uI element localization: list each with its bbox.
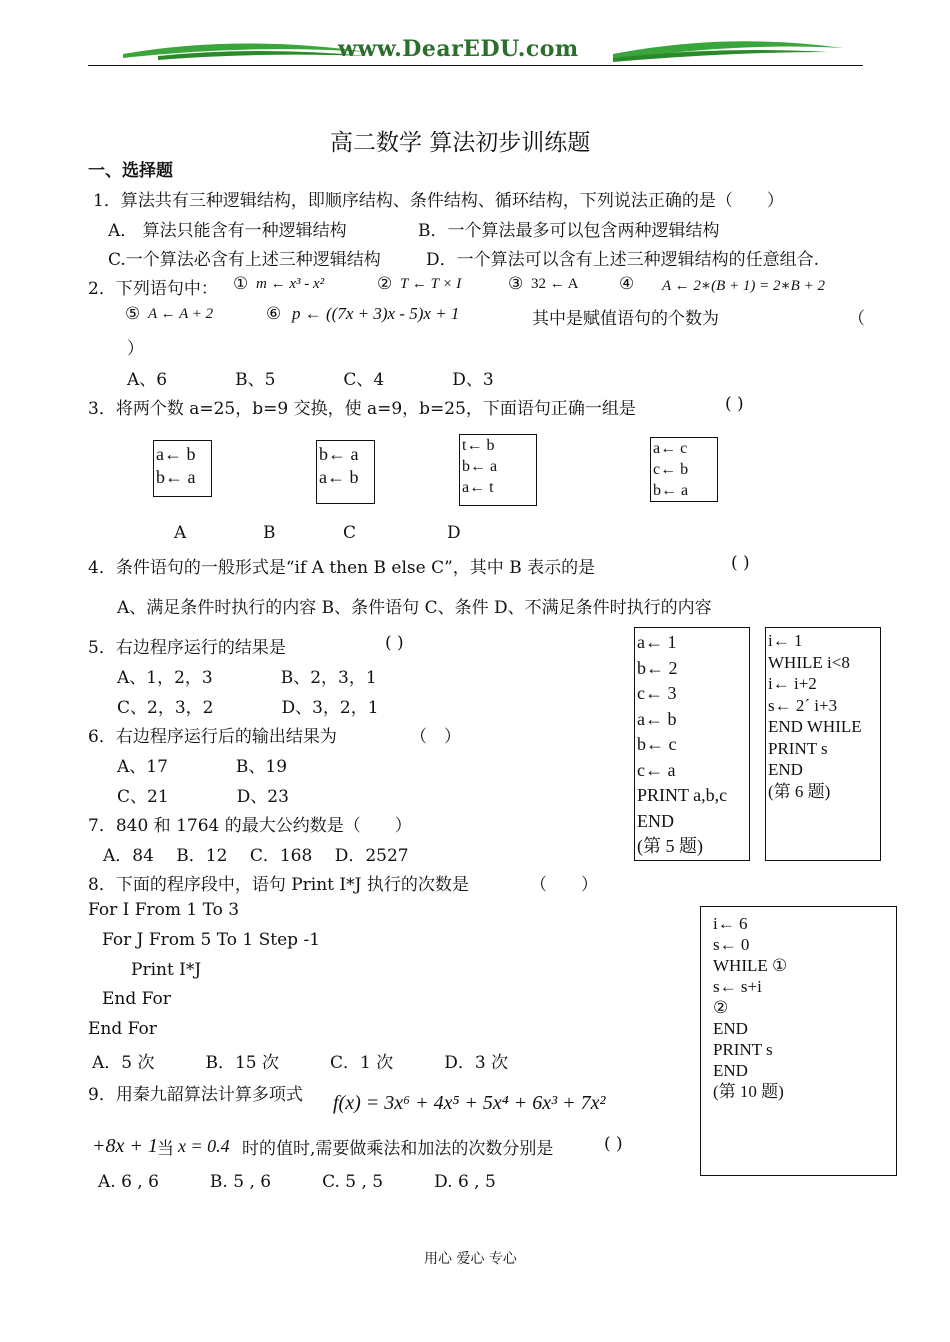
q6-options-ab: A、17 B、19 (117, 757, 288, 777)
q8-code-line: Print I*J (131, 960, 202, 980)
q3-label-b: B (263, 523, 276, 543)
code-line: s← 2´ i+3 (768, 695, 838, 715)
q2-stmt5-mark: ⑤ (125, 304, 141, 324)
q4-options: A、满足条件时执行的内容 B、条件语句 C、条件 D、不满足条件时执行的内容 (117, 598, 712, 618)
code-line: b← 2 (637, 657, 678, 678)
q3-label-c: C (343, 523, 357, 543)
code-line: PRINT a,b,c (637, 785, 728, 805)
q2-stmt4-mark: ④ (619, 274, 635, 294)
q2-stmt2-mark: ② (377, 274, 393, 294)
code-line: c← b (653, 460, 689, 478)
q9-x-value: x = 0.4 (178, 1136, 230, 1156)
code-line: c← 3 (637, 683, 677, 703)
code-line: END (637, 810, 674, 831)
q2-options: A、6 B、5 C、4 D、3 (127, 370, 494, 390)
q8-stem: 8．下面的程序段中，语句 Print I*J 执行的次数是 (88, 875, 469, 895)
q1-stem: 1．算法共有三种逻辑结构，即顺序结构、条件结构、循环结构，下列说法正确的是（ ） (93, 191, 784, 211)
q5-stem: 5．右边程序运行的结果是 (88, 638, 286, 658)
q8-code-line: End For (88, 1019, 157, 1039)
code-line: a← b (319, 467, 359, 488)
header-banner (88, 30, 863, 70)
code-line: a← c (653, 440, 688, 457)
q9-when: 当 (157, 1139, 174, 1159)
q2-tail: 其中是赋值语句的个数为 (532, 309, 719, 329)
code-line: c← a (637, 759, 676, 780)
q2-paren-close: ） (127, 339, 144, 359)
q3-label-d: D (447, 523, 461, 543)
q3-label-a: A (174, 523, 187, 543)
q2-stmt4: A ← 2∗(B + 1) = 2∗B + 2 (662, 278, 825, 294)
q9-tail: 时的值时,需要做乘法和加法的次数分别是 (242, 1139, 554, 1159)
code-line: b← c (637, 734, 677, 754)
code-line: a← t (462, 478, 494, 496)
q6-stem: 6．右边程序运行后的输出结果为 (88, 727, 337, 747)
q2-stmt6-mark: ⑥ (266, 304, 282, 324)
q5-program-box (634, 627, 750, 861)
q3-box-d (650, 437, 718, 502)
q9-polynomial-cont: +8x + 1 (92, 1135, 158, 1157)
code-line: s← 0 (713, 935, 750, 954)
q2-stmt5: A ← A + 2 (148, 306, 214, 322)
code-line: i← 6 (713, 914, 748, 933)
code-line: s← s+i (713, 977, 762, 996)
code-line: a← 1 (637, 632, 677, 652)
q2-stmt3: 32 ← A (531, 276, 579, 292)
code-line: b← a (319, 444, 359, 464)
code-line: t← b (462, 437, 495, 454)
q6-program-box (765, 627, 881, 861)
q4-paren: ( ) (731, 553, 750, 573)
code-line: PRINT s (768, 738, 828, 758)
q2-stmt1: m ← x³ - x² (256, 276, 325, 292)
code-line: b← a (653, 481, 689, 499)
q1-option-b: B．一个算法最多可以包含两种逻辑结构 (418, 221, 720, 241)
code-line: END (768, 760, 803, 779)
q2-stmt3-mark: ③ (508, 274, 524, 294)
code-line: b← a (462, 457, 498, 475)
q3-stem: 3．将两个数 a=25，b=9 交换，使 a=9，b=25，下面语句正确一组是 (88, 399, 636, 419)
q8-options: A．5 次 B．15 次 C．1 次 D．3 次 (92, 1053, 509, 1073)
q2-stmt1-mark: ① (233, 274, 249, 294)
code-line: END (713, 1019, 748, 1038)
code-line: WHILE i<8 (768, 652, 850, 672)
code-line-blank-2: ② (713, 998, 729, 1017)
q2-stmt6: p ← ((7x + 3)x - 5)x + 1 (292, 304, 460, 323)
section-heading: 一、选择题 (88, 161, 173, 181)
q3-box-b (316, 440, 375, 504)
q9-polynomial: f(x) = 3x⁶ + 4x⁵ + 5x⁴ + 6x³ + 7x² (333, 1092, 606, 1114)
q2-stmt2: T ← T × I (400, 276, 462, 292)
q5-options-ab: A、1，2，3 B、2，3，1 (117, 668, 377, 688)
code-line: a← b (156, 444, 196, 464)
q9-options: A. 6 , 6 B. 5 , 6 C. 5 , 5 D. 6 , 5 (98, 1172, 496, 1192)
q5-paren: ( ) (385, 633, 404, 653)
code-line-blank-1: WHILE ① (713, 956, 788, 975)
caption: (第 6 题) (768, 781, 831, 801)
q2-stem: 2．下列语句中： (88, 279, 218, 299)
q3-paren: ( ) (725, 394, 744, 414)
q5-options-cd: C、2，3，2 D、3，2，1 (117, 698, 379, 718)
q1-option-c: C.一个算法必含有上述三种逻辑结构 (108, 250, 381, 270)
q7-options: A．84 B．12 C．168 D．2527 (103, 846, 409, 866)
q3-box-c (459, 434, 537, 506)
caption: (第 5 题) (637, 836, 703, 856)
code-line: END (713, 1061, 748, 1080)
q2-paren-open: （ (848, 309, 865, 329)
q8-code-line: For J From 5 To 1 Step -1 (102, 930, 321, 950)
q8-paren: （ ） (530, 875, 598, 895)
page-title: 高二数学 算法初步训练题 (330, 130, 591, 156)
q1-option-d: D．一个算法可以含有上述三种逻辑结构的任意组合. (426, 250, 820, 270)
q4-stem: 4．条件语句的一般形式是“if A then B else C”，其中 B 表示的是 (88, 558, 596, 578)
q3-box-a (153, 440, 212, 497)
q8-code-line: End For (102, 989, 171, 1009)
q8-code-line: For I From 1 To 3 (88, 900, 240, 920)
code-line: i← 1 (768, 631, 803, 650)
code-line: b← a (156, 467, 196, 488)
page-footer: 用心 爱心 专心 (424, 1251, 517, 1267)
q1-option-a: A． 算法只能含有一种逻辑结构 (108, 221, 347, 241)
q9-paren: ( ) (604, 1134, 623, 1154)
code-line: i← i+2 (768, 674, 817, 693)
code-line: a← b (637, 708, 677, 729)
q10-program-box (700, 906, 897, 1176)
caption: (第 10 题) (713, 1082, 784, 1101)
banner-url: www.DearEDU.com (338, 36, 579, 62)
q9-stem: 9．用秦九韶算法计算多项式 (88, 1085, 303, 1105)
header-rule (88, 65, 863, 66)
q7-stem: 7．840 和 1764 的最大公约数是（ ） (88, 816, 412, 836)
q6-paren: （ ） (410, 727, 461, 747)
code-line: PRINT s (713, 1040, 773, 1059)
q6-options-cd: C、21 D、23 (117, 787, 289, 807)
code-line: END WHILE (768, 717, 862, 736)
